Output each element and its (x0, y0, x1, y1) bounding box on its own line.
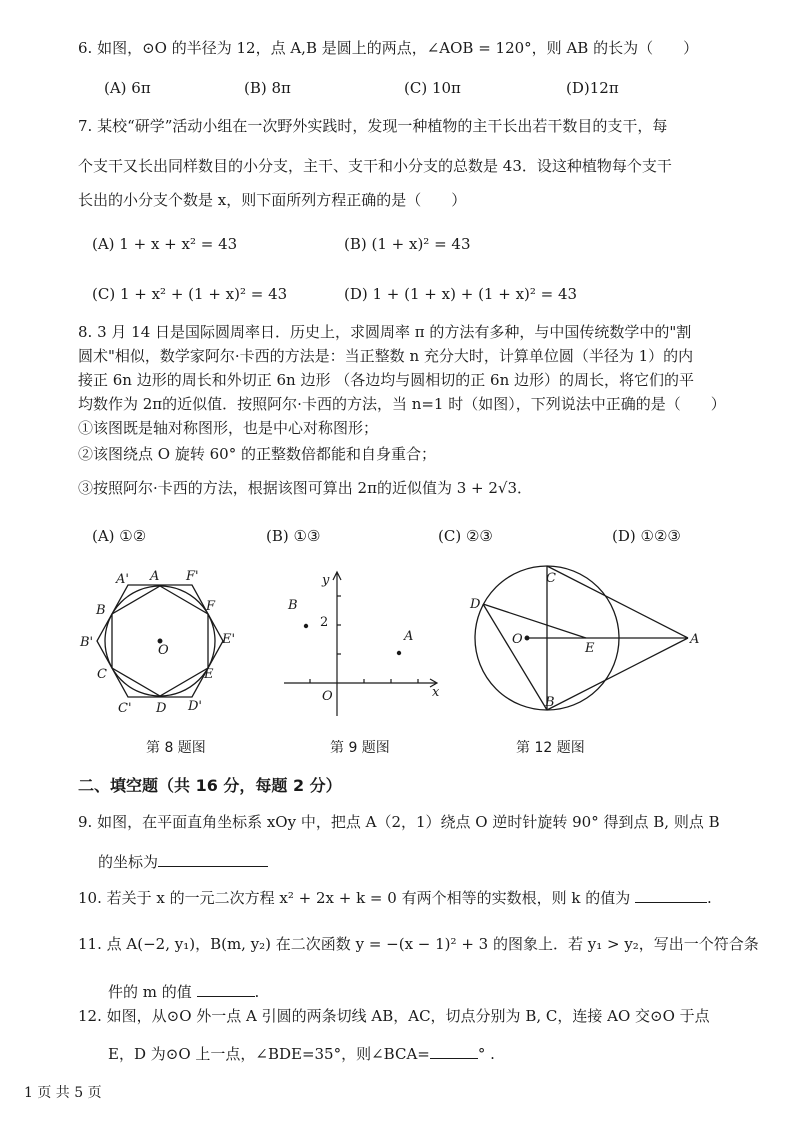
q12-text: E，D 为⊙O 上一点，∠BDE=35°，则∠BCA= (108, 1045, 430, 1063)
fig9-label: 2 (320, 615, 329, 630)
q6-option-b: (B) 8π (244, 79, 291, 97)
q6-stem: 6. 如图，⊙O 的半径为 12，点 A,B 是圆上的两点，∠AOB = 120°，则 AB 的长为（ ） (78, 39, 699, 57)
q12-line-2 (108, 1044, 495, 1064)
q8-option-d: (D) ①②③ (612, 527, 681, 545)
q8-option-a: (A) ①② (92, 527, 147, 545)
fig12-caption: 第 12 题图 (516, 740, 585, 756)
q12-degree: ° . (477, 1045, 495, 1063)
q7-line-1: 7. 某校“研学”活动小组在一次野外实践时，发现一种植物的主干长出若干数目的支干，每 (78, 117, 668, 135)
section-title: 二、填空题（共 16 分，每题 2 分） (78, 776, 342, 795)
q7-line-2: 个支干又长出同样数目的小分支，主干、支干和小分支的总数是 43．设这种植物每个支干 (78, 157, 672, 175)
q11-line-1: 11. 点 A(−2, y₁)，B(m, y₂) 在二次函数 y = −(x − 1)² + 3 的图象上．若 y₁ > y₂，写出一个符合条 (78, 935, 759, 953)
fig8-label: E (204, 667, 214, 682)
fig8-label: D' (188, 699, 202, 714)
q9-line-2 (98, 852, 268, 872)
fig8-label: F' (186, 569, 199, 584)
q8-line-2: 圆术"相似，数学家阿尔·卡西的方法是：当正整数 n 充分大时，计算单位圆（半径为 1）的内 (78, 347, 694, 365)
fig8-label: A' (116, 572, 129, 587)
fig8-label: A (150, 569, 160, 584)
fig12-label: A (690, 632, 700, 647)
figure-9-labels (287, 573, 440, 704)
q9-text: 的坐标为 (98, 853, 159, 871)
q11-text: 件的 m 的值 (108, 983, 192, 1001)
q8-line-4: 均数作为 2π的近似值．按照阿尔·卡西的方法，当 n=1 时（如图），下列说法中正确的是（ ） (78, 395, 726, 413)
figure-9 (284, 572, 437, 716)
fig9-label: B (288, 598, 298, 613)
q10-text: 10. 若关于 x 的一元二次方程 x² + 2x + k = 0 有两个相等的实数根，则 k 的值为 (78, 889, 631, 907)
q11-period: . (254, 983, 260, 1001)
figure-12-labels (469, 571, 699, 710)
q7-line-3: 长出的小分支个数是 x，则下面所列方程正确的是（ ） (78, 191, 467, 209)
fig12-label: E (585, 641, 595, 656)
q7-option-a: (A) 1 + x + x² = 43 (92, 235, 238, 253)
fig9-label: x (432, 685, 440, 700)
q7-option-b: (B) (1 + x)² = 43 (344, 235, 471, 253)
q10-answer-blank[interactable] (635, 888, 707, 903)
q8-line-3: 接正 6n 边形的周长和外切正 6n 边形 （各边均与圆相切的正 6n 边形）的周长，将它们的平 (78, 371, 694, 389)
q11-line-2 (108, 982, 259, 1002)
fig8-label: B (96, 603, 106, 618)
fig9-caption: 第 9 题图 (330, 740, 390, 756)
fig12-label: D (470, 597, 481, 612)
fig12-label: O (512, 632, 523, 647)
fig8-caption: 第 8 题图 (146, 740, 206, 756)
q8-line-1: 8. 3 月 14 日是国际圆周率日．历史上，求圆周率 π 的方法有多种，与中国传统数学中的"割 (78, 323, 692, 341)
q8-option-c: (C) ②③ (438, 527, 493, 545)
q6-option-d: (D)12π (566, 79, 619, 97)
fig8-label: B' (80, 635, 94, 650)
q12-answer-blank[interactable] (430, 1044, 478, 1059)
figures-panel (0, 560, 794, 740)
q9-line-1: 9. 如图，在平面直角坐标系 xOy 中，把点 A（2，1）绕点 O 逆时针旋转 90° 得到点 B, 则点 B (78, 813, 720, 831)
q6-option-a: (A) 6π (104, 79, 151, 97)
fig9-label: y (322, 573, 330, 588)
fig12-label: B (545, 695, 555, 710)
q10-line (78, 888, 712, 908)
fig8-label: C (97, 667, 107, 682)
fig8-label: C' (118, 701, 132, 716)
fig8-label: F (206, 599, 216, 614)
q8-line-7: ③按照阿尔·卡西的方法，根据该图可算出 2π的近似值为 3 + 2√3． (78, 479, 533, 497)
q8-option-b: (B) ①③ (266, 527, 321, 545)
q7-option-c: (C) 1 + x² + (1 + x)² = 43 (92, 285, 288, 303)
q12-line-1: 12. 如图，从⊙O 外一点 A 引圆的两条切线 AB，AC，切点分别为 B, C，连接 AO 交⊙O 于点 (78, 1007, 710, 1025)
page-footer: 1 页 共 5 页 (24, 1085, 102, 1101)
fig9-label: A (404, 629, 414, 644)
fig8-label: E' (222, 632, 236, 647)
fig8-label: D (156, 701, 167, 716)
q9-answer-blank[interactable] (158, 852, 268, 867)
q6-option-c: (C) 10π (404, 79, 461, 97)
q8-line-5: ①该图既是轴对称图形，也是中心对称图形； (78, 419, 379, 437)
q11-answer-blank[interactable] (197, 982, 255, 997)
fig12-label: C (546, 571, 556, 586)
q7-option-d: (D) 1 + (1 + x) + (1 + x)² = 43 (344, 285, 578, 303)
q8-line-6: ②该图绕点 O 旋转 60° 的正整数倍都能和自身重合； (78, 445, 436, 463)
q10-period: . (707, 889, 712, 907)
fig8-label: O (158, 643, 169, 658)
fig9-label: O (322, 689, 333, 704)
figure-12 (475, 566, 688, 710)
